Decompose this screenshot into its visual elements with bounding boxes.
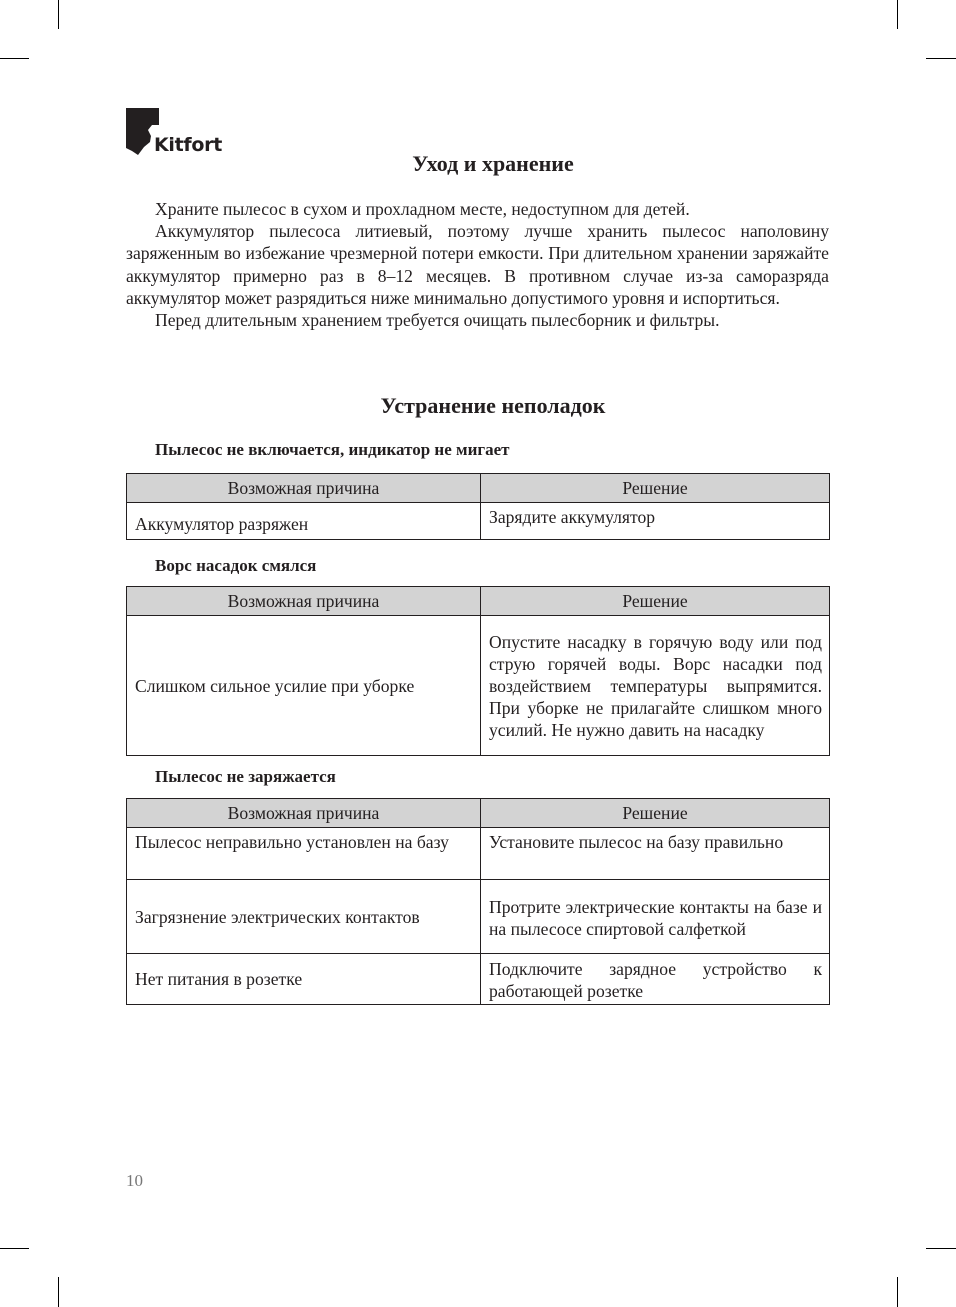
crop-mark <box>0 1248 29 1249</box>
troubleshooting-table <box>126 798 830 1005</box>
troubleshooting-title: Устранение неполадок <box>380 393 606 418</box>
page-number: 10 <box>126 1171 143 1190</box>
table-row <box>127 503 830 540</box>
cause-cell: Аккумулятор разряжен <box>127 503 481 540</box>
table-row <box>127 880 830 954</box>
solution-cell: Протрите электрические контакты на базе и на пылесосе спиртовой салфеткой <box>481 880 830 954</box>
solution-cell: Опустите насадку в горячую воду или под струю горячей воды. Ворс насадки под воздействием температуры выпрямится. При уборке не прилагайте слишком много усилий. Не нужно давить на насадку <box>481 616 830 756</box>
cause-cell: Слишком сильное усилие при уборке <box>127 616 481 756</box>
table-row <box>127 616 830 756</box>
paragraph: Перед длительным хранением требуется очищать пылесборник и фильтры. <box>155 310 720 331</box>
table-header-row <box>127 587 830 616</box>
section-title: Пылесос не заряжается <box>155 767 336 786</box>
troubleshooting-table <box>126 586 830 756</box>
column-header-solution: Решение <box>481 587 830 616</box>
column-header-cause: Возможная причина <box>127 799 481 828</box>
paragraph: Аккумулятор пылесоса литиевый, поэтому лучше хранить пылесос наполовину заряженным во избежание чрезмерной потери емкости. При длительном хранении заряжайте аккумулятор примерно раз в 8–12 месяцев. В противном случае из-за саморазряда аккумулятор может разрядиться ниже минимально допустимого уровня и испортиться. <box>126 221 829 308</box>
paragraph: Храните пылесос в сухом и прохладном месте, недоступном для детей. <box>155 199 690 219</box>
crop-mark <box>926 1248 956 1249</box>
crop-mark <box>58 1277 59 1307</box>
troubleshooting-table <box>126 473 830 540</box>
storage-title: Уход и хранение <box>412 151 574 176</box>
solution-cell: Подключите зарядное устройство к работающей розетке <box>481 954 830 1005</box>
cause-cell: Загрязнение электрических контактов <box>127 880 481 954</box>
brand-name: Kitfort <box>154 134 222 156</box>
column-header-solution: Решение <box>481 799 830 828</box>
section-title: Пылесос не включается, индикатор не мигает <box>155 440 510 459</box>
crop-mark <box>897 1277 898 1307</box>
table-header-row <box>127 474 830 503</box>
column-header-cause: Возможная причина <box>127 474 481 503</box>
table-header-row <box>127 799 830 828</box>
crop-mark <box>58 0 59 29</box>
table-row <box>127 828 830 880</box>
cause-cell: Пылесос неправильно установлен на базу <box>127 828 481 880</box>
solution-cell: Установите пылесос на базу правильно <box>481 828 830 880</box>
table-row <box>127 954 830 1005</box>
section-title: Ворс насадок смялся <box>155 556 317 575</box>
crop-mark <box>897 0 898 29</box>
crop-mark <box>926 58 956 59</box>
column-header-solution: Решение <box>481 474 830 503</box>
crop-mark <box>0 58 29 59</box>
column-header-cause: Возможная причина <box>127 587 481 616</box>
solution-cell: Зарядите аккумулятор <box>481 503 830 540</box>
storage-text <box>126 198 829 331</box>
cause-cell: Нет питания в розетке <box>127 954 481 1005</box>
